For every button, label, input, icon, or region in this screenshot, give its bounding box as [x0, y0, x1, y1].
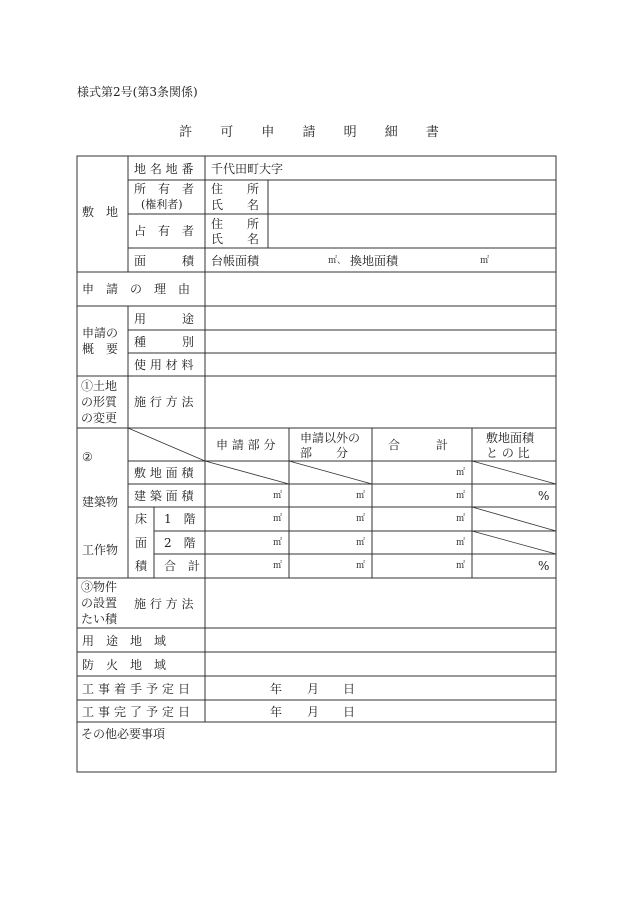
building-area-ratio-unit: %: [538, 489, 550, 503]
owner-address-label: 住 所: [211, 182, 260, 196]
lot-label: 地 名 地 番: [134, 162, 194, 176]
col-ratio-header-1: 敷地面積: [486, 431, 535, 445]
reason-label: 申 請 の 理 由: [82, 282, 191, 296]
site-area-total-unit: ㎡: [456, 468, 466, 478]
building-label: 建築物: [82, 495, 119, 509]
overview-header-2: 概 要: [82, 342, 119, 356]
row-building-area-label: 建 築 面 積: [134, 489, 194, 503]
floor-label-char-3: 積: [135, 559, 148, 573]
floor-1-total-unit: ㎡: [456, 514, 466, 524]
occupant-address-label: 住 所: [211, 217, 260, 231]
floor-1-applied-unit: ㎡: [273, 514, 283, 524]
fire-zone-label: 防 火 地 域: [82, 658, 167, 672]
floor-total-total-unit: ㎡: [456, 561, 466, 571]
land-change-method-label: 施 行 方 法: [134, 395, 194, 409]
floor-2-total-unit: ㎡: [456, 538, 466, 548]
converted-area-label: 換地面積: [350, 254, 399, 268]
lot-value[interactable]: 千代田町大字: [211, 162, 284, 176]
structure-label: 工作物: [82, 543, 119, 557]
ledger-area-unit: ㎡、: [328, 256, 347, 266]
owner-name-label: 氏 名: [211, 198, 260, 212]
end-day: 日: [343, 705, 356, 719]
start-date-label: 工事着手予定日: [82, 682, 195, 696]
owner-label: 所 有 者: [134, 182, 195, 196]
form-number: 様式第2号(第3条関係): [77, 85, 198, 99]
type-label: 種 別: [134, 335, 195, 349]
start-month: 月: [307, 682, 320, 696]
floor-label-char-1: 床: [135, 512, 148, 526]
floor-1-label: 1 階: [164, 512, 196, 526]
start-day: 日: [343, 682, 356, 696]
building-number: ②: [82, 450, 93, 464]
occupant-label: 占 有 者: [134, 224, 195, 238]
use-label: 用 途: [134, 312, 195, 326]
floor-total-label: 合 計: [164, 559, 201, 573]
row-site-area-label: 敷 地 面 積: [134, 466, 194, 480]
overview-header-1: 申請の: [82, 326, 119, 340]
floor-2-applied-unit: ㎡: [273, 538, 283, 548]
floor-label-char-2: 面: [135, 536, 148, 550]
land-change-label-2: の形質: [81, 395, 118, 409]
end-year: 年: [270, 705, 283, 719]
converted-area-unit: ㎡: [480, 256, 490, 266]
ledger-area-label: 台帳面積: [211, 254, 260, 268]
object-install-label-3: たい積: [81, 612, 118, 626]
object-install-method-label: 施 行 方 法: [134, 597, 194, 611]
land-change-label-1: ①土地: [81, 379, 118, 393]
floor-total-other-unit: ㎡: [356, 561, 366, 571]
end-date-label: 工事完了予定日: [82, 705, 195, 719]
object-install-label-1: ③物件: [81, 580, 118, 594]
object-install-label-2: の設置: [81, 596, 118, 610]
end-month: 月: [307, 705, 320, 719]
building-area-other-unit: ㎡: [356, 491, 366, 501]
floor-total-applied-unit: ㎡: [273, 561, 283, 571]
floor-1-other-unit: ㎡: [356, 514, 366, 524]
land-change-label-3: の変更: [81, 411, 118, 425]
col-other-header-1: 申請以外の: [300, 431, 361, 445]
col-applied-header: 申 請 部 分: [216, 438, 276, 452]
use-zone-label: 用 途 地 域: [82, 634, 167, 648]
building-area-total-unit: ㎡: [456, 491, 466, 501]
floor-2-label: 2 階: [164, 536, 196, 550]
col-ratio-header-2: と の 比: [486, 446, 530, 460]
owner-sub-label: (権利者): [141, 198, 183, 211]
building-area-applied-unit: ㎡: [273, 491, 283, 501]
col-other-header-2: 部 分: [300, 446, 349, 460]
occupant-name-label: 氏 名: [211, 232, 260, 246]
materials-label: 使 用 材 料: [134, 358, 194, 372]
floor-total-ratio-unit: %: [538, 559, 550, 573]
other-items-label: その他必要事項: [81, 727, 166, 741]
start-year: 年: [270, 682, 283, 696]
floor-2-other-unit: ㎡: [356, 538, 366, 548]
document-title: 許 可 申 請 明 細 書: [179, 125, 451, 140]
col-total-header: 合 計: [388, 438, 449, 452]
area-label: 面 積: [134, 254, 195, 268]
site-header: 敷 地: [82, 205, 119, 219]
